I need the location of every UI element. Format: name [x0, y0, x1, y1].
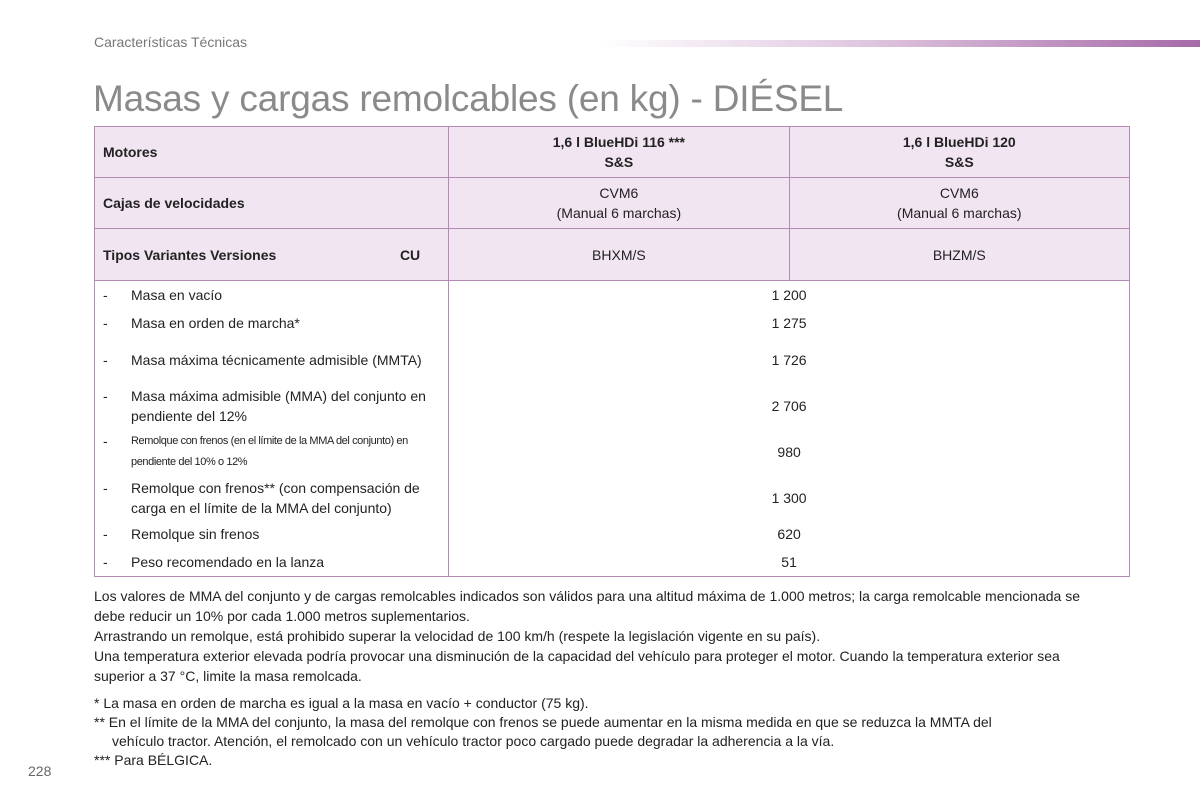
engine-2-cell	[789, 127, 1129, 178]
table-row-types	[95, 229, 1130, 281]
row-dash: -	[103, 479, 108, 496]
footnote-2-cont: vehículo tractor. Atención, el remolcado con un vehículo tractor poco cargado puede degradar la adherencia a la vía.	[112, 733, 835, 749]
engine-1-cell	[449, 127, 789, 178]
specs-table	[94, 126, 1130, 577]
table-row	[95, 548, 1130, 577]
footnote-1: * La masa en orden de marcha es igual a la masa en vacío + conductor (75 kg).	[94, 695, 589, 711]
row-label: Masa máxima admisible (MMA) del conjunto en pendiente del 12%	[131, 388, 426, 424]
page-number: 228	[28, 763, 52, 779]
table-row	[95, 337, 1130, 383]
footnotes-block	[94, 694, 1094, 770]
engine-2-ss: S&S	[944, 154, 974, 170]
engine-1-ss: S&S	[604, 154, 634, 170]
footnote-3: *** Para BÉLGICA.	[94, 752, 213, 768]
gearbox-2-code: CVM6	[939, 185, 979, 201]
section-label: Características Técnicas	[94, 34, 248, 50]
header-accent-bar	[600, 40, 1200, 47]
row-label: Masa en orden de marcha*	[131, 315, 300, 331]
types-label-cell	[95, 229, 449, 281]
row-label: Masa máxima técnicamente admisible (MMTA)	[131, 352, 422, 368]
gearbox-label: Cajas de velocidades	[95, 178, 449, 229]
row-label: Remolque con frenos (en el límite de la MMA del conjunto) en pendiente del 10% o 12%	[131, 435, 408, 468]
row-label: Remolque con frenos** (con compensación de carga en el límite de la MMA del conjunto)	[131, 479, 420, 516]
note-altitude: Los valores de MMA del conjunto y de cargas remolcables indicados son válidos para una altitud máxima de 1.000 metros; la carga remolcable mencionada se debe reducir un 10% por cada 1.000 metros suplementarios.	[94, 588, 1080, 624]
note-temperature: Una temperatura exterior elevada podría provocar una disminución de la capacidad del vehículo para proteger el motor. Cuando la temperatura exterior sea superior a 37 °C, limite la masa remolcada.	[94, 648, 1060, 684]
row-dash: -	[103, 388, 108, 404]
notes-block	[94, 586, 1094, 686]
row-value: 1 300	[449, 475, 1130, 520]
engine-2-name: 1,6 l BlueHDi 120	[902, 134, 1016, 150]
gearbox-2-cell	[789, 178, 1129, 229]
row-value: 620	[449, 520, 1130, 548]
table-row	[95, 475, 1130, 520]
type-1: BHXM/S	[449, 229, 789, 281]
gearbox-1-cell	[449, 178, 789, 229]
table-row-gearbox	[95, 178, 1130, 229]
row-label: Masa en vacío	[131, 287, 223, 303]
row-dash: -	[103, 287, 108, 303]
row-dash: -	[103, 433, 108, 449]
table-row	[95, 429, 1130, 475]
table-row	[95, 383, 1130, 429]
row-label: Remolque sin frenos	[131, 526, 260, 542]
row-value: 980	[449, 429, 1130, 475]
gearbox-1-desc: (Manual 6 marchas)	[556, 205, 682, 221]
gearbox-2-desc: (Manual 6 marchas)	[897, 205, 1022, 221]
row-dash: -	[103, 315, 108, 331]
footnote-2: ** En el límite de la MMA del conjunto, la masa del remolque con frenos se puede aumentar en la misma medida en que se reduzca la MMTA del	[94, 714, 992, 730]
types-suffix: CU	[399, 246, 421, 263]
row-value: 2 706	[449, 383, 1130, 429]
row-value: 1 275	[449, 309, 1130, 337]
row-dash: -	[103, 554, 108, 570]
row-value: 1 200	[449, 281, 1130, 310]
engine-1-name: 1,6 l BlueHDi 116 ***	[552, 134, 686, 150]
row-value: 51	[449, 548, 1130, 577]
engines-label: Motores	[95, 127, 449, 178]
table-row-engines	[95, 127, 1130, 178]
table-row	[95, 309, 1130, 337]
row-dash: -	[103, 526, 108, 542]
type-2: BHZM/S	[789, 229, 1129, 281]
note-speed: Arrastrando un remolque, está prohibido superar la velocidad de 100 km/h (respete la legislación vigente en su país).	[94, 628, 821, 644]
page-title: Masas y cargas remolcables (en kg) - DIÉSEL	[93, 78, 844, 119]
gearbox-1-code: CVM6	[599, 185, 639, 201]
row-dash: -	[103, 352, 108, 368]
table-row	[95, 520, 1130, 548]
types-label: Tipos Variantes Versiones	[103, 246, 277, 263]
row-label: Peso recomendado en la lanza	[131, 554, 325, 570]
table-row	[95, 281, 1130, 310]
row-value: 1 726	[449, 337, 1130, 383]
